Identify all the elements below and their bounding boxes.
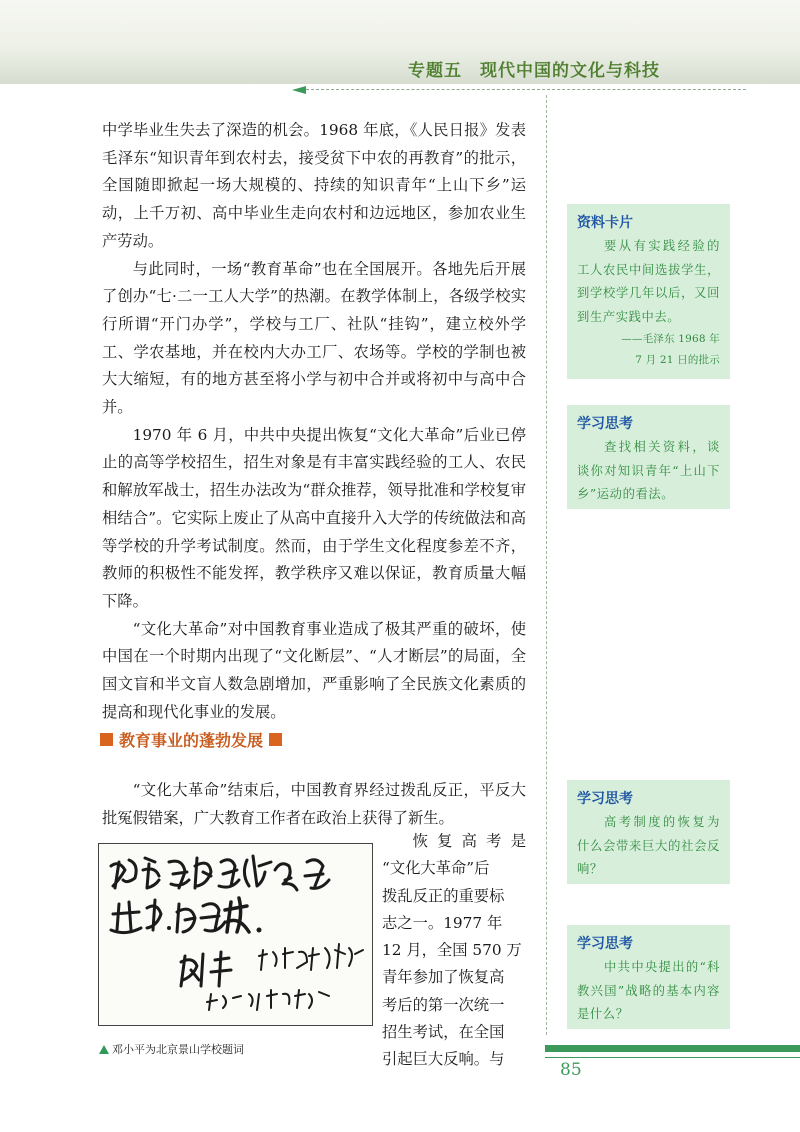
sidebar-card-content: 中共中央提出的“科教兴国”战略的基本内容是什么？	[577, 960, 720, 1021]
section-heading	[100, 728, 282, 751]
column-divider	[546, 95, 547, 1035]
text-line: 青年参加了恢复高	[382, 968, 505, 987]
sidebar-card-resource	[567, 204, 730, 379]
sidebar-card-study-question	[567, 925, 730, 1029]
sidebar-card-title: 学习思考	[577, 791, 633, 807]
sidebar-card-attribution: 7 月 21 日的批示	[635, 354, 720, 366]
page-number: 85	[560, 1060, 582, 1080]
sidebar-card-study-question	[567, 780, 730, 884]
paragraph: 中学毕业生失去了深造的机会。1968 年底，《人民日报》发表毛泽东“知识青年到农村去，接受贫下中农的再教育”的批示，全国随即掀起一场大规模的、持续的知识青年“上山下乡”运动，上千万初、高中毕业生走向农村和边远地区，参加农业生产劳动。	[102, 121, 526, 250]
sidebar-card-content: 高考制度的恢复为什么会带来巨大的社会反响？	[577, 815, 720, 876]
text-line: 招生考试，在全国	[382, 1023, 505, 1042]
text-line: 引起巨大反响。与	[382, 1050, 505, 1069]
calligraphy-drawing	[99, 844, 372, 1025]
wrapped-text-column	[382, 828, 526, 1074]
text-line: “文化大革命”后	[382, 859, 490, 878]
footer-bar	[545, 1045, 800, 1052]
text-line: 12 月，全国 570 万	[382, 941, 522, 960]
sidebar-card-content: 要从有实践经验的工人农民中间选拔学生，到学校学几年以后，又回到生产实践中去。	[577, 239, 720, 324]
header-divider	[306, 89, 746, 90]
paragraph: “文化大革命”对中国教育事业造成了极其严重的破坏，使中国在一个时期内出现了“文化断层”、“人才断层”的局面，全国文盲和半文盲人数急剧增加，严重影响了全民族文化素质的提高和现代化事业的发展。	[102, 619, 526, 721]
text-line: 拨乱反正的重要标	[382, 886, 505, 905]
main-body-text	[102, 117, 526, 726]
sidebar-card-study-question	[567, 405, 730, 509]
arrow-left-icon	[292, 86, 306, 94]
square-bullet-icon	[269, 733, 282, 746]
text-line: 恢复高考是	[412, 832, 526, 850]
sidebar-card-content: 查找相关资料，谈谈你对知识青年“上山下乡”运动的看法。	[577, 440, 720, 501]
square-bullet-icon	[100, 733, 113, 746]
sidebar-card-title: 学习思考	[577, 416, 633, 432]
figure-caption-text: 邓小平为北京景山学校题词	[112, 1043, 244, 1056]
figure-caption	[99, 1041, 244, 1057]
text-line: 考后的第一次统一	[382, 995, 505, 1014]
sidebar-card-attribution: ——毛泽东 1968 年	[621, 333, 720, 345]
paragraph: 与此同时，一场“教育革命”也在全国展开。各地先后开展了创办“七·二一工人大学”的热潮。在教学体制上，各级学校实行所谓“开门办学”，学校与工厂、社队“挂钩”，建立校外学工、学农基地，并在校内大办工厂、农场等。学校的学制也被大大缩短，有的地方甚至将小学与初中合并或将初中与高中合并。	[102, 259, 526, 417]
header-band	[0, 0, 800, 84]
footer-rule	[545, 1057, 800, 1058]
section-intro-text	[102, 777, 526, 832]
calligraphy-image	[98, 843, 373, 1026]
section-heading-text: 教育事业的蓬勃发展	[119, 731, 264, 750]
paragraph: “文化大革命”结束后，中国教育界经过拨乱反正，平反大批冤假错案，广大教育工作者在政治上获得了新生。	[102, 781, 526, 827]
chapter-header-title: 专题五 现代中国的文化与科技	[408, 61, 660, 81]
text-line: 志之一。1977 年	[382, 913, 503, 932]
triangle-marker-icon	[99, 1045, 109, 1054]
paragraph: 1970 年 6 月，中共中央提出恢复“文化大革命”后业已停止的高等学校招生，招生对象是有丰富实践经验的工人、农民和解放军战士，招生办法改为“群众推荐，领导批准和学校复审相结合”。它实际上废止了从高中直接升入大学的传统做法和高等学校的升学考试制度。然而，由于学生文化程度参差不齐，教师的积极性不能发挥，教学秩序又难以保证，教育质量大幅下降。	[102, 425, 526, 610]
sidebar-card-title: 学习思考	[577, 936, 633, 952]
sidebar-card-title: 资料卡片	[577, 215, 633, 231]
